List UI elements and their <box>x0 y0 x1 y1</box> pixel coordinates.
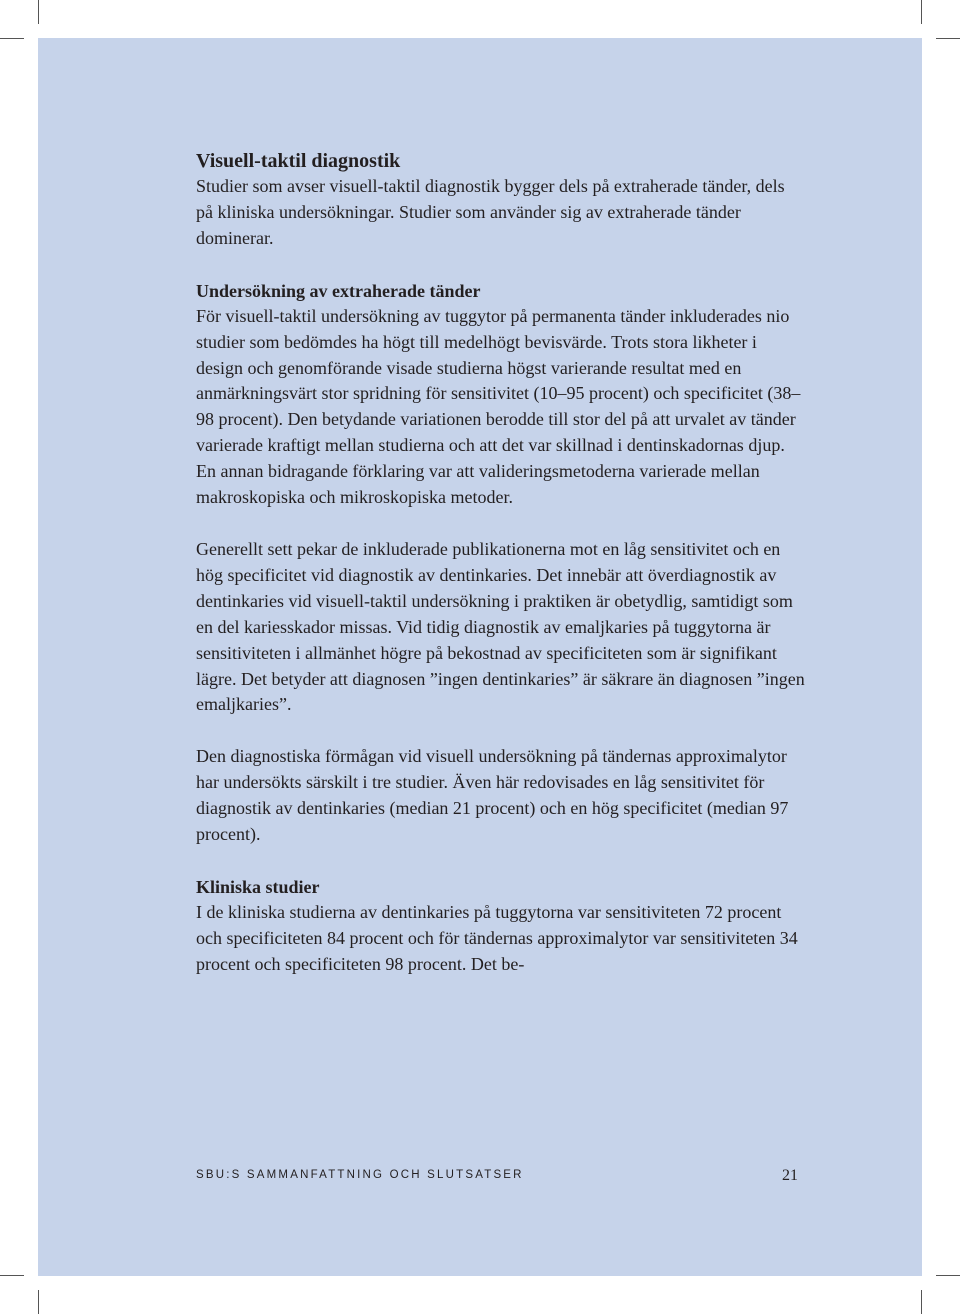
crop-mark-top-left-h <box>0 38 24 39</box>
paragraph-clinical-studies: I de kliniska studierna av dentinkaries på tuggytorna var sensitiviteten 72 procent och specificiteten 84 procent och för tändernas approximalytor var sensitiviteten 34 procent och specificiteten 98 procent. Det be- <box>196 901 798 974</box>
crop-mark-top-right-v <box>921 0 922 24</box>
crop-mark-bottom-left-h <box>0 1275 24 1276</box>
section-paragraph-intro: Studier som avser visuell-taktil diagnostik bygger dels på extraherade tänder, dels på kliniska undersökningar. Studier som använder sig av extraherade tänder dominerar. <box>196 176 785 248</box>
subsection-heading-clinical-studies: Kliniska studier <box>196 876 320 897</box>
paragraph-extracted-teeth-results: För visuell-taktil undersökning av tuggytor på permanenta tänder inkluderades nio studier som bedömdes ha högt till medelhögt bevisvärde. Trots stora likheter i design och genomförande visade studierna högst varierande resultat med en anmärkningsvärt stor spridning för sensitivitet (10–95 procent) och specificitet (38–98 procent). Den betydande variationen berodde till stor del på att urvalet av tänder varierade kraftigt mellan studierna och att det var skillnad i dentinskadornas djup. En annan bidragande förklaring var att valideringsmetoderna varierade mellan makroskopiska och mikroskopiska metoder. <box>196 305 801 508</box>
crop-mark-bottom-right-v <box>921 1290 922 1314</box>
paragraph-general-findings: Generellt sett pekar de inkluderade publikationerna mot en låg sensitivitet och en hög specificitet vid diagnostik av dentinkaries. Det innebär att överdiagnostik av dentinkaries vid visuell-taktil undersökning i praktiken är obetydlig, samtidigt som en del kariesskador missas. Vid tidig diagnostik av emaljkaries på tuggytorna är sensitiviteten i allmänhet högre på bekostnad av specificiteten som är signifikant lägre. Det betyder att diagnosen ”ingen dentinkaries” är säkrare än diagnosen ”ingen emaljkaries”. <box>196 538 805 715</box>
spacer <box>196 718 806 744</box>
page-number: 21 <box>782 1167 798 1184</box>
crop-mark-bottom-left-v <box>38 1290 39 1314</box>
section-heading-visual-tactile: Visuell-taktil diagnostik <box>196 150 401 172</box>
running-footer-label: SBU:S SAMMANFATTNING OCH SLUTSATSER <box>196 1169 524 1181</box>
paragraph-approximal-surfaces: Den diagnostiska förmågan vid visuell undersökning på tändernas approximalytor har undersökts särskilt i tre studier. Även här redovisades en låg sensitivitet för diagnostik av dentinkaries (median 21 procent) och en hög specificitet (median 97 procent). <box>196 746 789 845</box>
crop-mark-bottom-right-h <box>936 1275 960 1276</box>
subsection-heading-extracted-teeth: Undersökning av extraherade tänder <box>196 280 481 301</box>
spacer <box>196 252 806 278</box>
page-footer <box>196 1167 798 1187</box>
spacer <box>196 511 806 537</box>
crop-mark-top-left-v <box>38 0 39 24</box>
spacer <box>196 848 806 874</box>
crop-mark-top-right-h <box>936 38 960 39</box>
page-content <box>196 148 806 978</box>
